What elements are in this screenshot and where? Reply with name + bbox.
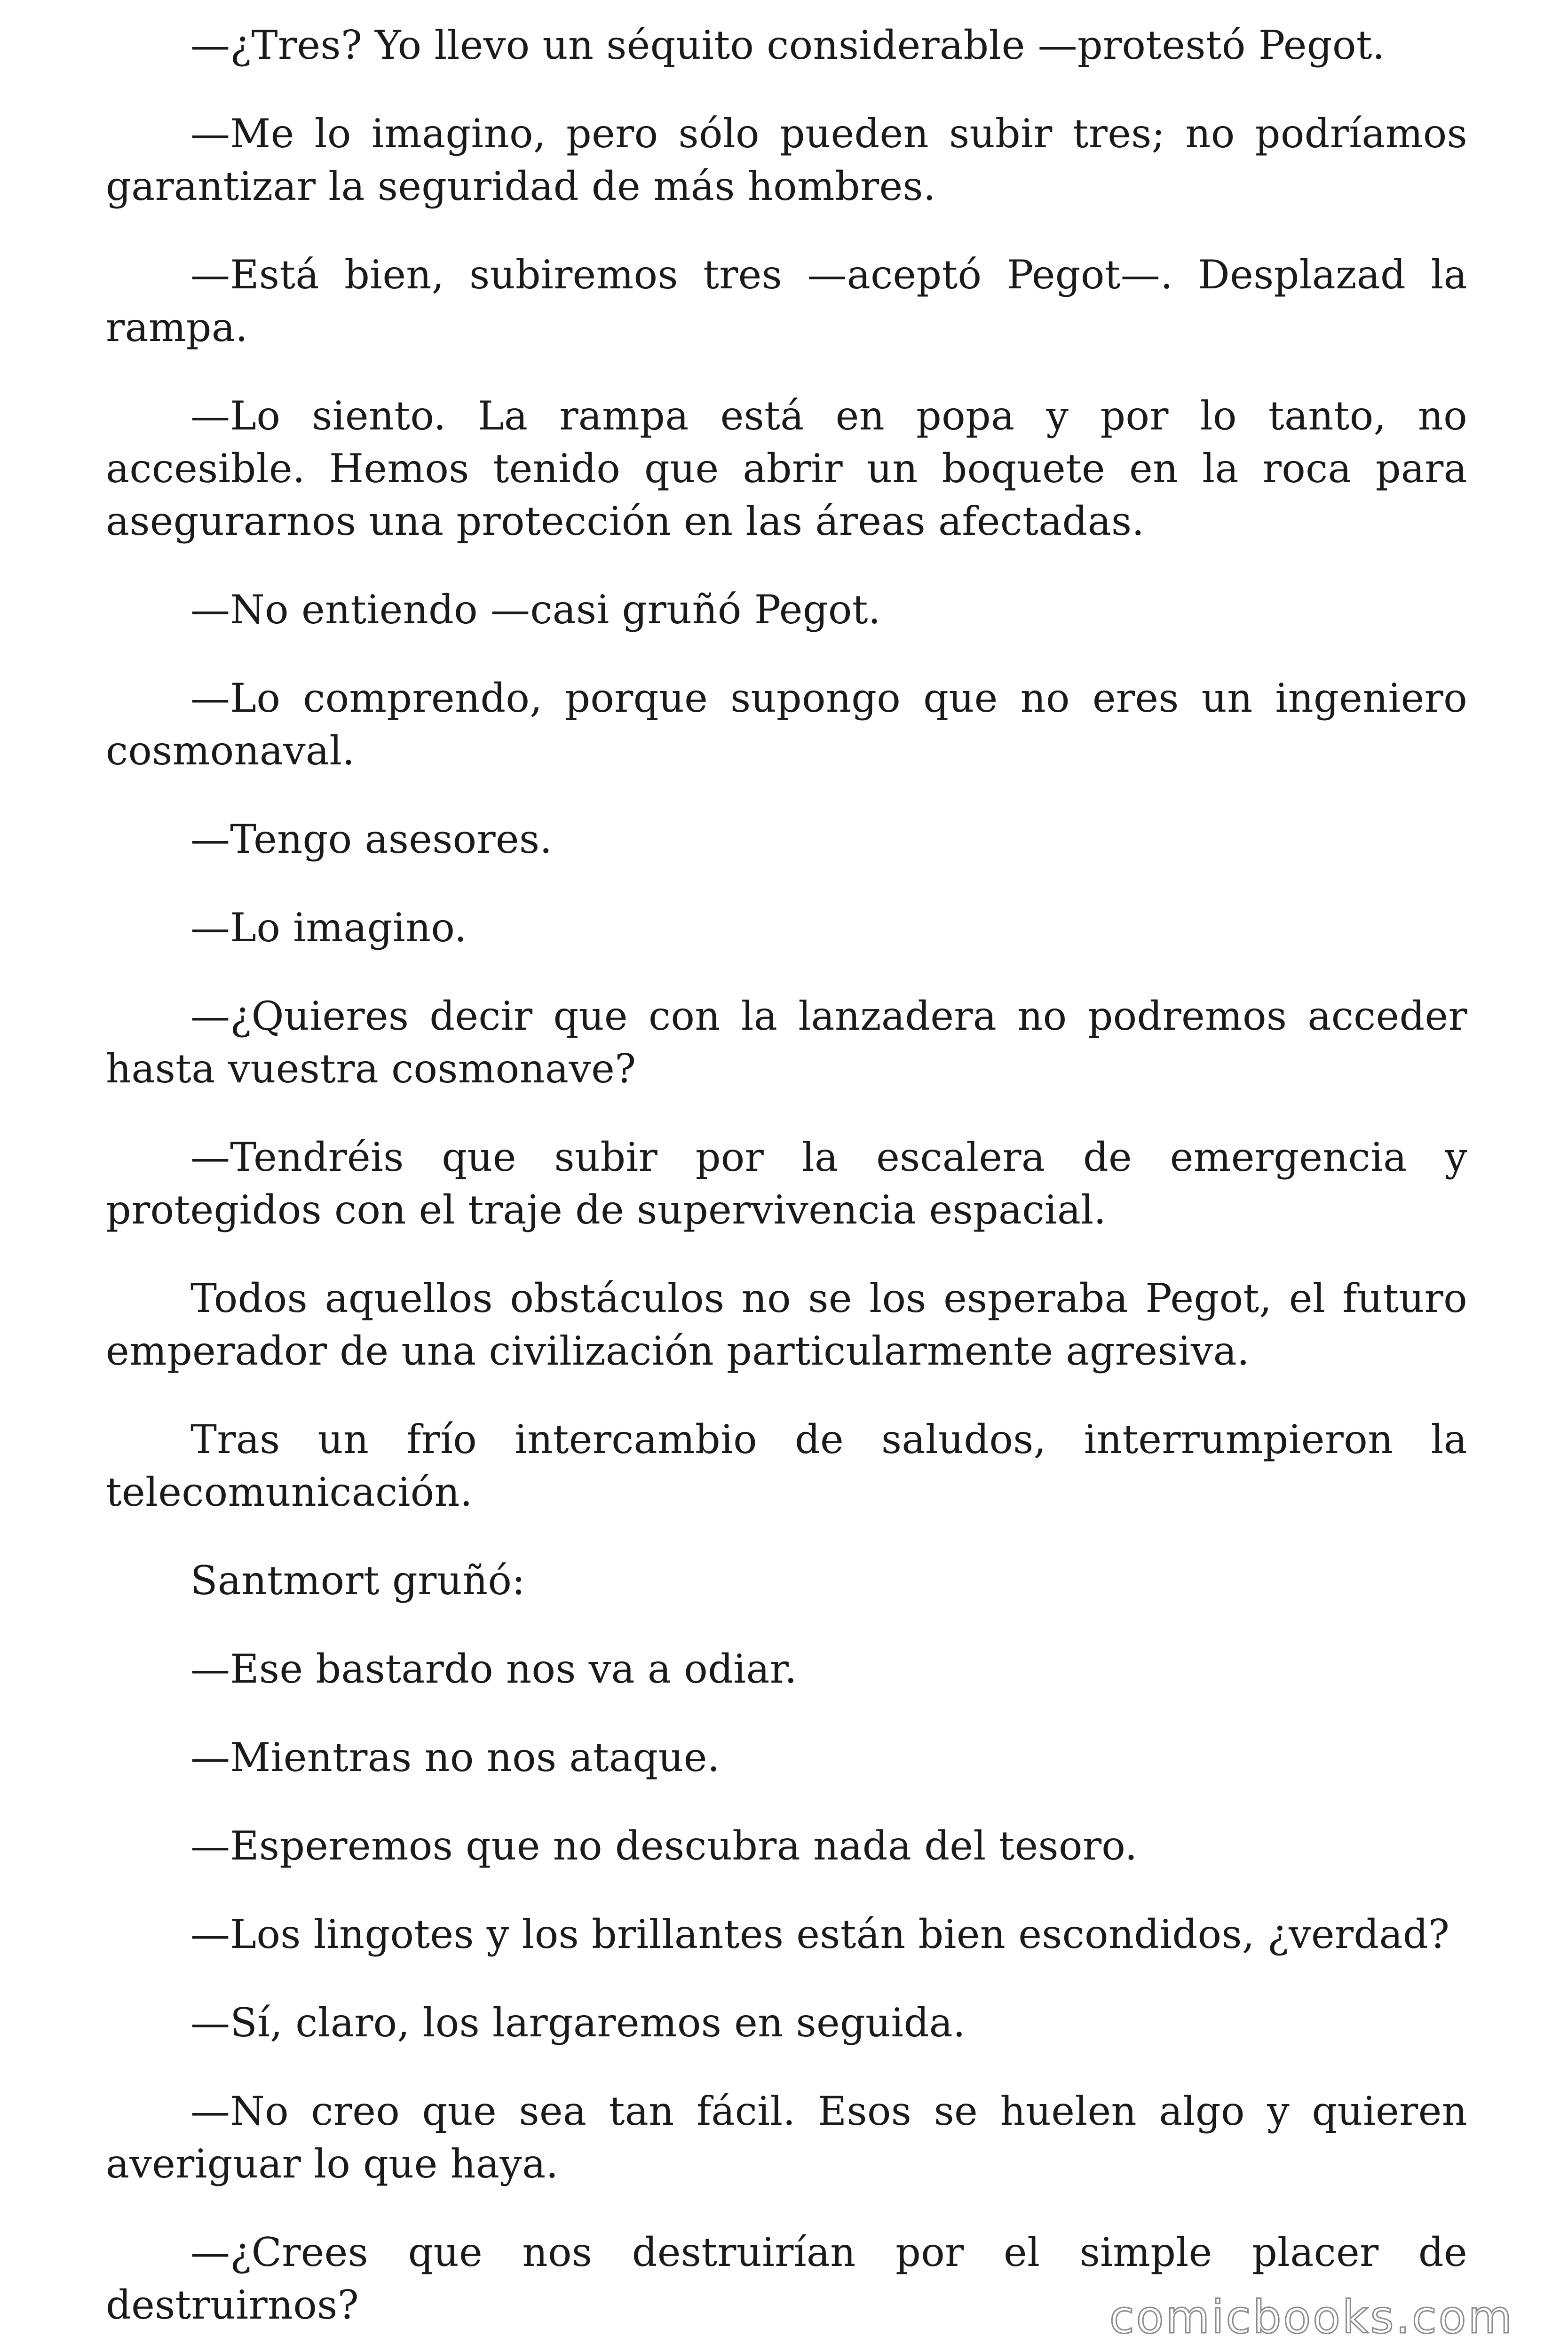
paragraph: —Los lingotes y los brillantes están bien escondidos, ¿verdad? bbox=[190, 1911, 1450, 1957]
paragraph: —No creo que sea tan fácil. Esos se huelen algo y quieren averiguar lo que haya. bbox=[106, 2088, 1467, 2187]
paragraph: —No entiendo —casi gruñó Pegot. bbox=[190, 587, 881, 633]
paragraph: —¿Crees que nos destruirían por el simple placer de destruirnos? bbox=[106, 2229, 1467, 2328]
paragraph: —Mientras no nos ataque. bbox=[190, 1734, 720, 1780]
paragraph: —Sí, claro, los largaremos en seguida. bbox=[190, 2000, 966, 2046]
paragraph: Santmort gruñó: bbox=[190, 1557, 525, 1604]
paragraph: —Lo imagino. bbox=[190, 905, 467, 951]
paragraph: —¿Quieres decir que con la lanzadera no podremos acceder hasta vuestra cosmonave? bbox=[106, 993, 1467, 1092]
paragraph: —Lo siento. La rampa está en popa y por lo tanto, no accesible. Hemos tenido que abrir un boquete en la roca para asegurarnos una protección en las áreas afectadas. bbox=[106, 393, 1467, 544]
page-text bbox=[106, 19, 1467, 2352]
paragraph: —Está bien, subiremos tres —aceptó Pegot—. Desplazad la rampa. bbox=[106, 252, 1467, 350]
paragraph: —Esperemos que no descubra nada del tesoro. bbox=[190, 1823, 1138, 1869]
paragraph: —Tengo asesores. bbox=[190, 816, 553, 862]
paragraph: —¿Tres? Yo llevo un séquito considerable —protestó Pegot. bbox=[190, 22, 1385, 68]
paragraph: —Lo comprendo, porque supongo que no eres un ingeniero cosmonaval. bbox=[106, 675, 1467, 774]
paragraph: Tras un frío intercambio de saludos, interrumpieron la telecomunicación. bbox=[106, 1416, 1467, 1515]
paragraph: —Me lo imagino, pero sólo pueden subir tres; no podríamos garantizar la seguridad de más hombres. bbox=[106, 111, 1467, 209]
watermark: comicbooks.com bbox=[1109, 2291, 1514, 2344]
paragraph: Todos aquellos obstáculos no se los esperaba Pegot, el futuro emperador de una civilización particularmente agresiva. bbox=[106, 1275, 1467, 1374]
paragraph: —Tendréis que subir por la escalera de emergencia y protegidos con el traje de supervivencia espacial. bbox=[106, 1134, 1467, 1233]
paragraph: —Ese bastardo nos va a odiar. bbox=[190, 1646, 797, 1692]
